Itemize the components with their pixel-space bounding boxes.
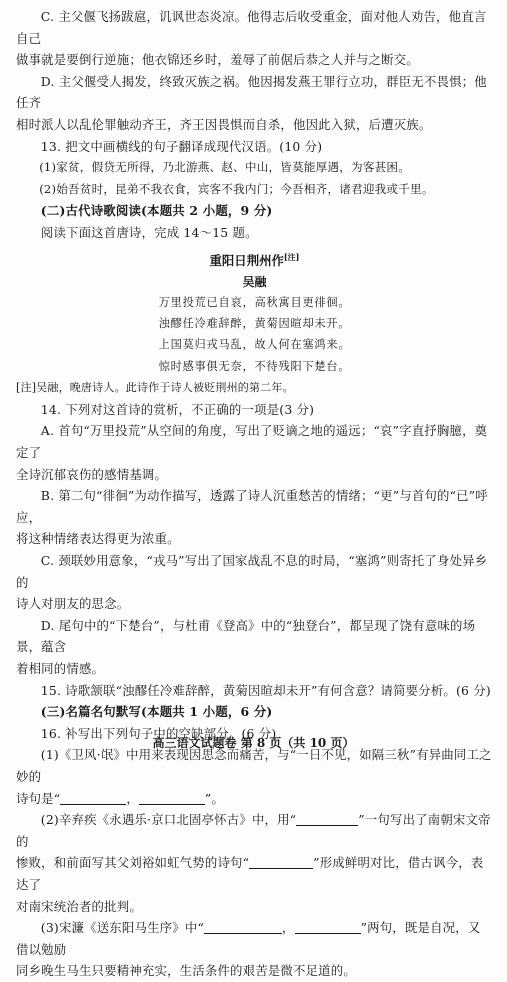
- answer-blank-16-3b[interactable]: [295, 921, 361, 934]
- answer-blank-16-2b[interactable]: [249, 856, 313, 869]
- poem-instruction: 阅读下面这首唐诗，完成 14～15 题。: [40, 224, 258, 240]
- question-14-c-line1: C. 颈联妙用意象，“戎马”写出了国家战乱不息的时局，“塞鸿”则寄托了身处异乡的: [16, 553, 488, 590]
- option-c-line1: C. 主父偃飞扬跋扈，讥讽世态炎凉。他得志后收受重金，面对他人劝告，他直言自己: [16, 9, 487, 46]
- question-14-a-line2: 全诗沉郁哀伤的感情基调。: [16, 466, 168, 482]
- section-2-heading: (二)古代诗歌阅读(本题共 2 小题，9 分): [40, 203, 273, 219]
- answer-blank-16-1b[interactable]: [139, 792, 205, 805]
- question-16-2-line3: 对南宋统治者的批判。: [16, 898, 142, 914]
- question-14-b-line1: B. 第二句“徘徊”为动作描写，透露了诗人沉重愁苦的情绪；“更”与首句的“已”呼应，: [16, 488, 488, 525]
- poem-title-text: 重阳日荆州作: [209, 252, 284, 268]
- poem-author: 吴融: [242, 274, 267, 289]
- option-d-line2: 相时派人以乱伦罪触动齐王，齐王因畏惧而自杀，他因此入狱，后遭灭族。: [16, 116, 432, 132]
- question-16: 16. 补写出下列句子中的空缺部分。(6 分): [40, 725, 277, 741]
- section-3-heading: (三)名篇名句默写(本题共 1 小题，6 分): [40, 704, 273, 720]
- question-16-3-line2: 同乡晚生马生只要精神充实，生活条件的艰苦是微不足道的。: [16, 963, 356, 979]
- question-14-b-line2: 将这种情绪表达得更为浓重。: [16, 531, 180, 547]
- question-14-d-line1: D. 尾句中的“下楚台”，与杜甫《登高》中的“独登台”，都呈现了饶有意味的场景，蕴含: [16, 617, 476, 655]
- answer-blank-16-1a[interactable]: [60, 792, 126, 805]
- q16-1-sep: ，: [126, 790, 139, 806]
- q16-2-line2-prefix: 惨败，和前面写其父刘裕如虹气势的诗句“: [16, 855, 250, 871]
- question-14-a-line1: A. 首句“万里投荒”从空间的角度，写出了贬谪之地的遥远；“哀”字直抒胸臆，奠定了: [16, 423, 488, 461]
- poem-line-1: 万里投荒已自哀，高秋寓目更徘徊。: [158, 295, 351, 309]
- question-14-d-line2: 着相同的情感。: [16, 660, 105, 676]
- question-16-2-line1: [16, 809, 493, 852]
- q16-2-mid: ”一句写出了南朝宋文帝的: [16, 812, 491, 849]
- q16-3-suffix: ”两句，既是自况，又借以勉励: [16, 920, 481, 957]
- q16-1-suffix: ”。: [204, 790, 225, 806]
- page-footer: 高三语文试题卷 第 8 页（共 10 页）: [152, 736, 355, 750]
- answer-blank-16-3a[interactable]: [204, 921, 282, 934]
- poem-line-2: 浊醪任冷难辞醉，黄菊因暄却未开。: [158, 316, 351, 330]
- poem-line-4: 惊时感事俱无奈，不待残阳下楚台。: [158, 359, 351, 373]
- question-14-c-line2: 诗人对朋友的思念。: [16, 596, 130, 612]
- answer-blank-16-2a[interactable]: [296, 813, 358, 826]
- option-c-line2: 做事就是要倒行逆施；他衣锦还乡时，羞辱了前倨后恭之人并与之断交。: [16, 52, 419, 68]
- poem-line-3: 上国莫归戎马乱，故人何在塞鸿来。: [158, 338, 351, 352]
- question-15: 15. 诗歌颔联“浊醪任冷难辞醉，黄菊因暄却未开”有何含意？请简要分析。(6 分): [40, 682, 491, 698]
- option-d-line1: D. 主父偃受人揭发，终致灭族之祸。他因揭发燕王罪行立功，群臣无不畏惧；他任齐: [16, 73, 487, 111]
- q16-2-prefix: (2)辛弃疾《永遇乐·京口北固亭怀古》中，用“: [40, 812, 297, 828]
- question-16-2-line2: [16, 852, 493, 895]
- question-16-1-line1: (1)《卫风·氓》中用来表现因思念而痛苦，与“一日不见，如隔三秋”有异曲同工之妙的: [16, 747, 492, 784]
- question-16-3-line1: [16, 917, 493, 960]
- question-13: 13. 把文中画横线的句子翻译成现代汉语。(10 分): [40, 138, 323, 154]
- q16-3-sep: ，: [281, 920, 295, 936]
- question-14: 14. 下列对这首诗的赏析，不正确的一项是(3 分): [40, 401, 315, 417]
- q16-2-line2-suffix: ”形成鲜明对比，借古讽今，表达了: [16, 855, 484, 892]
- poem-body: [16, 292, 493, 377]
- question-13-1: (1)家贫，假贷无所得，乃北游燕、赵、中山，皆莫能厚遇，为客甚困。: [39, 160, 411, 175]
- poem-title-note-mark: [注]: [283, 251, 300, 262]
- poem-title: [16, 246, 493, 272]
- q16-1-prefix: 诗句是“: [16, 790, 61, 806]
- question-16-1-line2: [16, 788, 493, 810]
- q16-3-prefix: (3)宋濂《送东阳马生序》中“: [40, 920, 204, 936]
- poem-note: [注]吴融，晚唐诗人。此诗作于诗人被贬荆州的第二年。: [16, 380, 294, 394]
- question-13-2: (2)始吾贫时，昆弟不我衣食，宾客不我内门；今吾相齐，诸君迎我或千里。: [39, 181, 434, 196]
